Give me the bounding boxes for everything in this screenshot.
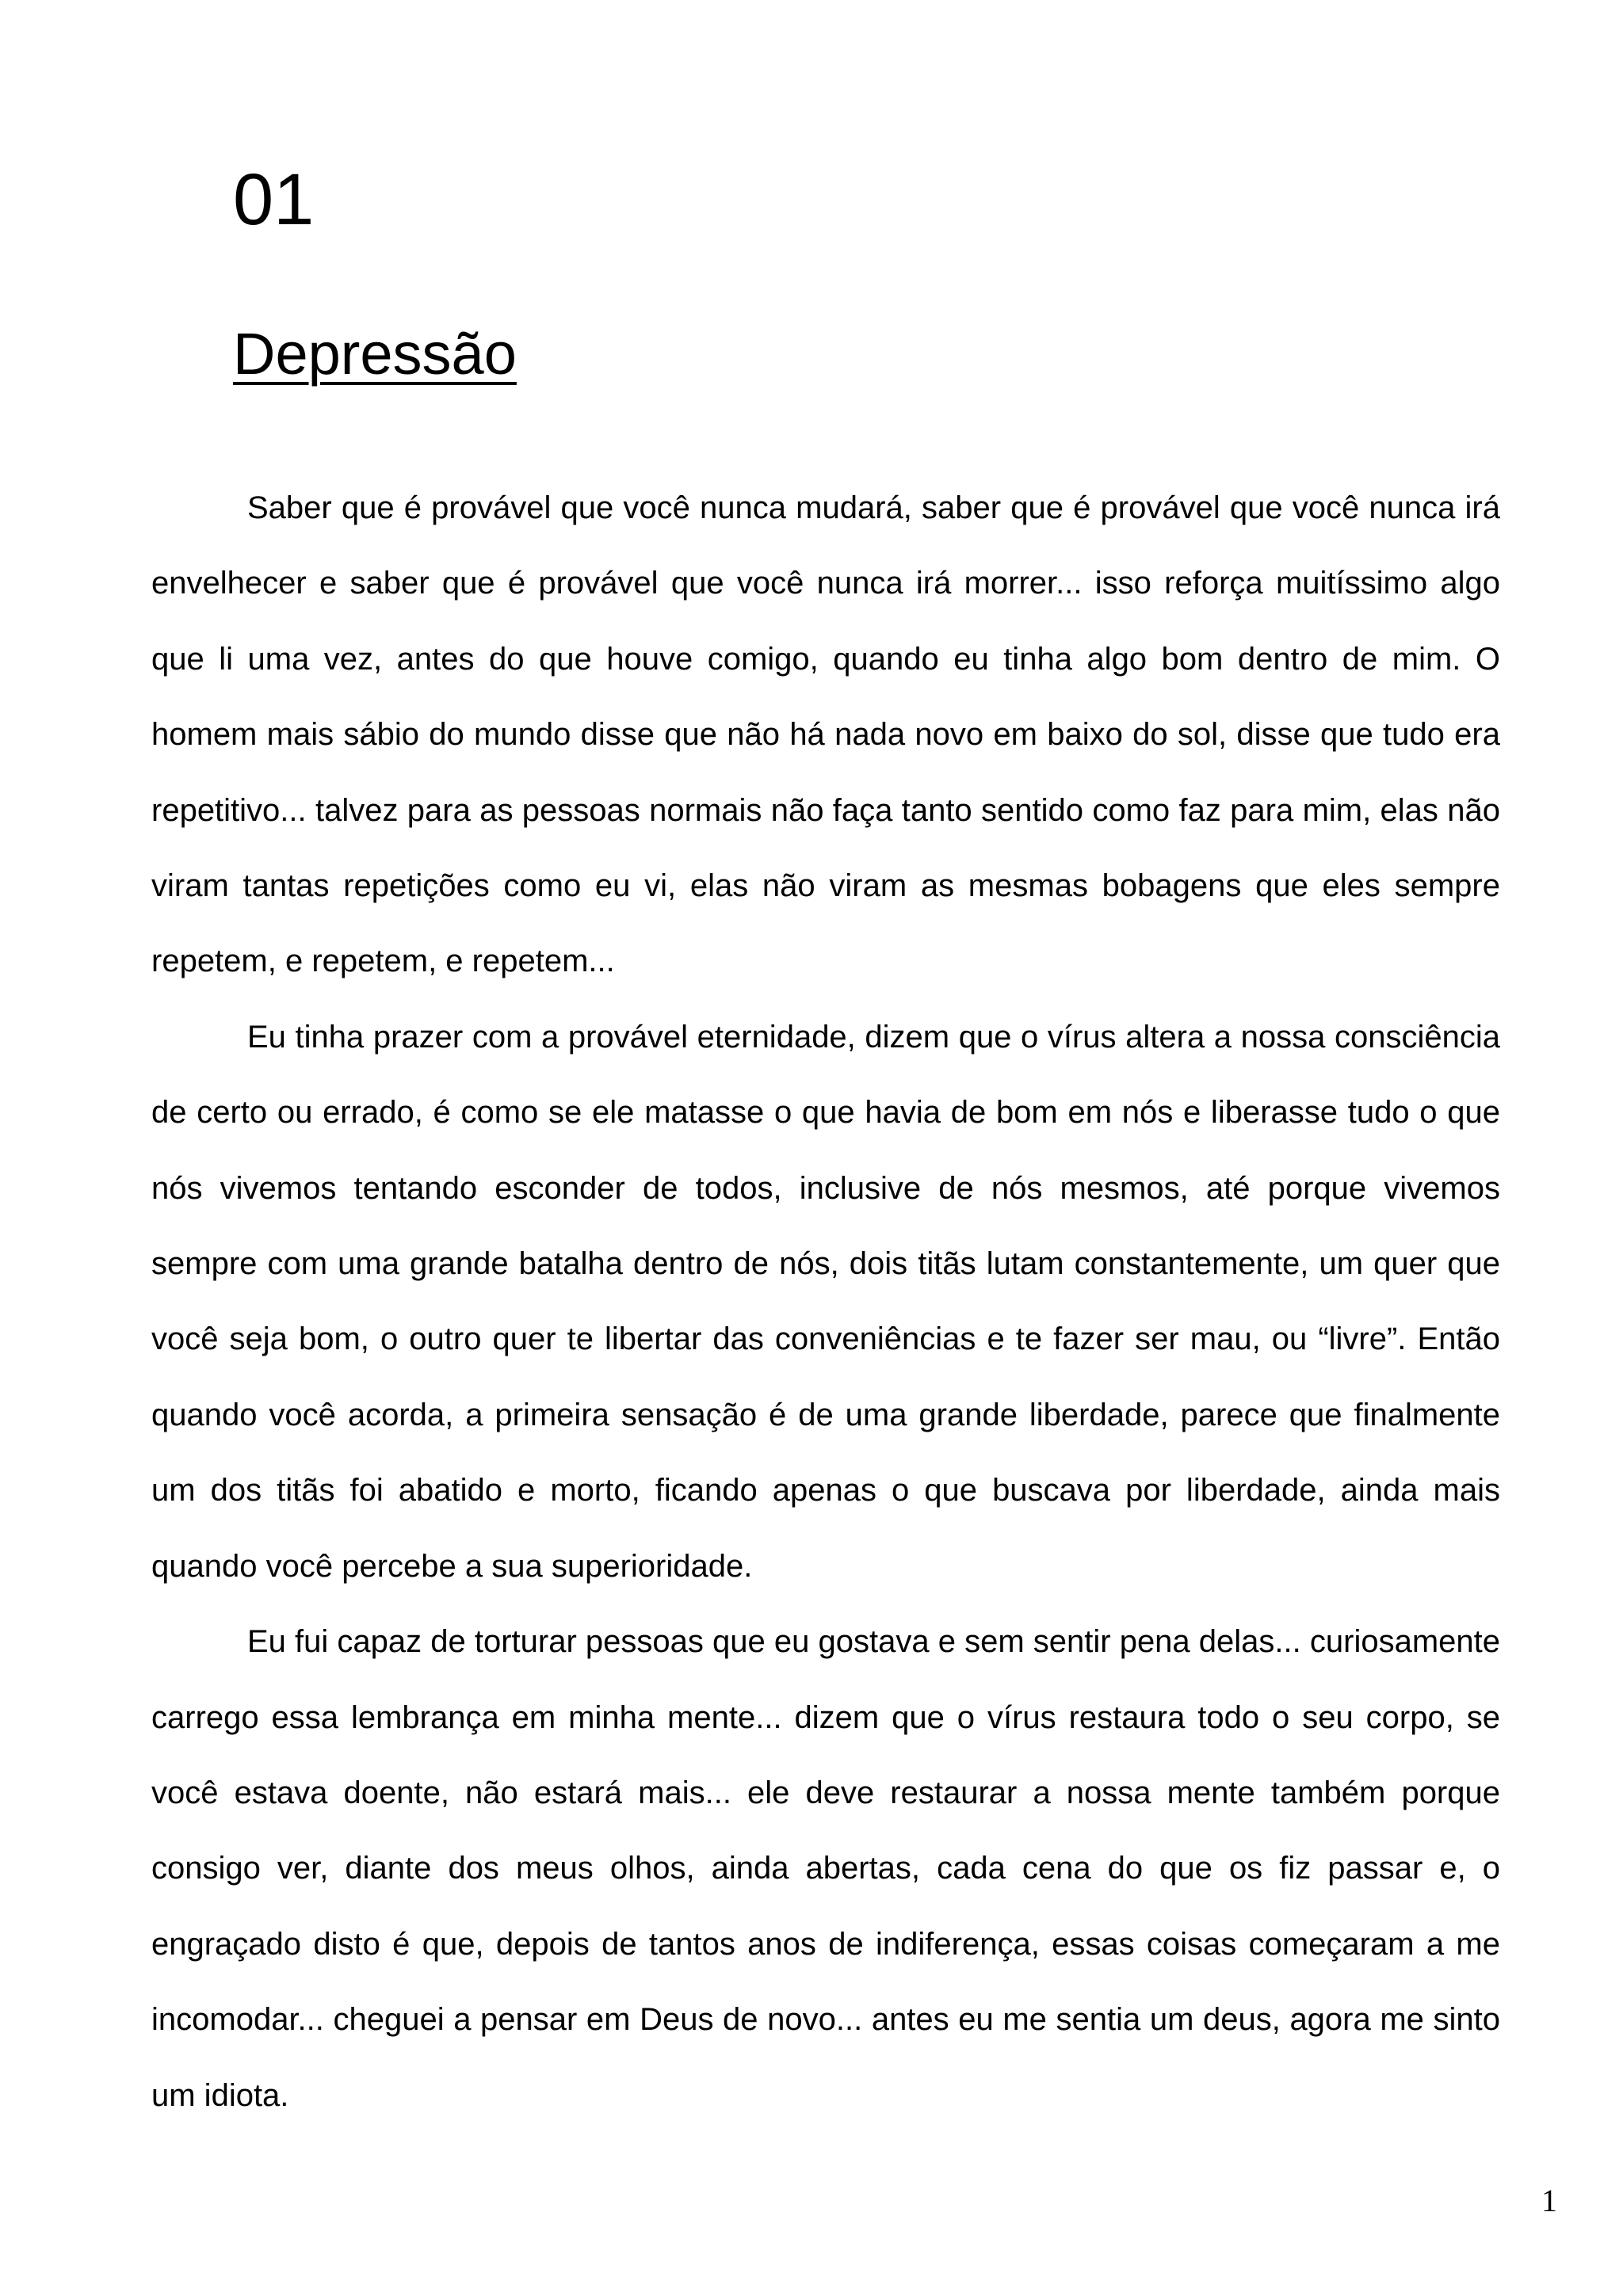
- page-number: 1: [1541, 2183, 1557, 2218]
- paragraph: Eu fui capaz de torturar pessoas que eu gostava e sem sentir pena delas... curiosamente carrego essa lembrança em minha mente... dizem que o vírus restaura todo o seu corpo, se você estava doente, não estará mais... ele deve restaurar a nossa mente também porque consigo ver, diante dos meus olhos, ainda abertas, cada cena do que os fiz passar e, o engraçado disto é que, depois de tantos anos de indiferença, essas coisas começaram a me incomodar... cheguei a pensar em Deus de novo... antes eu me sentia um deus, agora me sinto um idiota.: [151, 1624, 1500, 2113]
- chapter-number: 01: [233, 159, 315, 240]
- paragraph: Eu tinha prazer com a provável eternidade, dizem que o vírus altera a nossa consciência de certo ou errado, é como se ele matasse o que havia de bom em nós e liberasse tudo o que nós vivemos tentando esconder de todos, inclusive de nós mesmos, até porque vivemos sempre com uma grande batalha dentro de nós, dois titãs lutam constantemente, um quer que você seja bom, o outro quer te libertar das conveniências e te fazer ser mau, ou “livre”. Então quando você acorda, a primeira sensação é de uma grande liberdade, parece que finalmente um dos titãs foi abatido e morto, ficando apenas o que buscava por liberdade, ainda mais quando você percebe a sua superioridade.: [151, 1019, 1500, 1584]
- paragraph: Saber que é provável que você nunca mudará, saber que é provável que você nunca irá envelhecer e saber que é provável que você nunca irá morrer... isso reforça muitíssimo algo que li uma vez, antes do que houve comigo, quando eu tinha algo bom dentro de mim. O homem mais sábio do mundo disse que não há nada novo em baixo do sol, disse que tudo era repetitivo... talvez para as pessoas normais não faça tanto sentido como faz para mim, elas não viram tantas repetições como eu vi, elas não viram as mesmas bobagens que eles sempre repetem, e repetem, e repetem...: [151, 490, 1500, 979]
- chapter-body: [151, 471, 1500, 2134]
- chapter-title: Depressão: [233, 321, 517, 387]
